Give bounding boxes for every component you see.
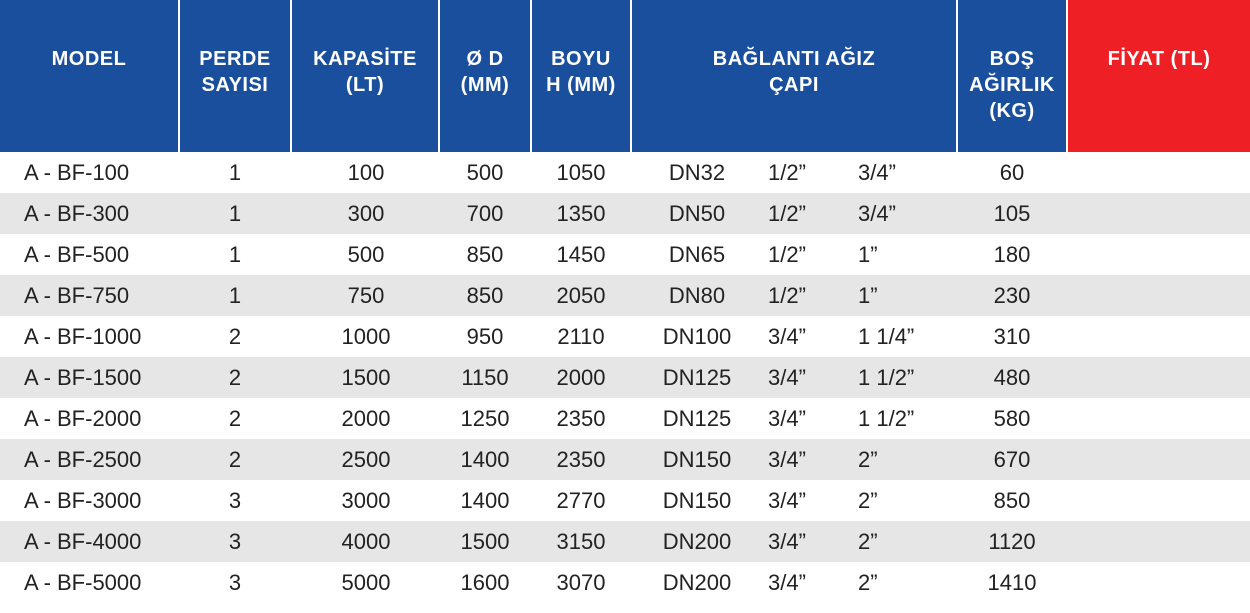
- cell-fiyat: [1068, 316, 1250, 357]
- cell-perde: 2: [228, 324, 242, 349]
- table-row: [0, 316, 1250, 357]
- cell-od: 1400: [460, 447, 510, 472]
- cell-fiyat: [1068, 275, 1250, 316]
- cell-bos: 230: [993, 283, 1031, 308]
- header-od-line: (MM): [460, 74, 510, 96]
- cell-fiyat: [1068, 480, 1250, 521]
- cell-model: A - BF-1000: [24, 324, 142, 349]
- cell-model: A - BF-4000: [24, 529, 142, 554]
- cell-boyu: 2000: [556, 365, 606, 390]
- cell-fiyat: [1068, 398, 1250, 439]
- header-bos: [958, 0, 1068, 152]
- cell-boyu: 3150: [556, 529, 606, 554]
- cell-dn: DN125: [662, 365, 732, 390]
- header-fiyat-line: FİYAT (TL): [1107, 48, 1211, 70]
- header-boyu: [532, 0, 632, 152]
- cell-outlet: 1”: [858, 283, 878, 308]
- cell-perde: 3: [228, 488, 242, 513]
- cell-od: 1600: [460, 570, 510, 595]
- cell-dn: DN200: [662, 570, 732, 595]
- cell-boyu: 3070: [556, 570, 606, 595]
- cell-bos: 1120: [988, 529, 1036, 554]
- cell-inlet: 3/4”: [768, 488, 806, 513]
- cell-bos: 180: [993, 242, 1031, 267]
- cell-perde: 1: [228, 160, 242, 185]
- cell-fiyat: [1068, 439, 1250, 480]
- cell-boyu: 2770: [556, 488, 606, 513]
- cell-outlet: 1 1/4”: [858, 324, 915, 349]
- cell-inlet: 3/4”: [768, 570, 806, 595]
- cell-dn: DN150: [662, 488, 732, 513]
- cell-od: 850: [466, 242, 504, 267]
- cell-kapasite: 4000: [341, 529, 391, 554]
- header-bos-line: BOŞ: [989, 48, 1035, 70]
- cell-bos: 670: [993, 447, 1031, 472]
- cell-dn: DN32: [668, 160, 726, 185]
- cell-od: 700: [466, 201, 504, 226]
- cell-model: A - BF-300: [24, 201, 130, 226]
- cell-dn: DN150: [662, 447, 732, 472]
- cell-perde: 2: [228, 365, 242, 390]
- header-baglanti-line: BAĞLANTI AĞIZ: [712, 48, 876, 70]
- cell-fiyat: [1068, 357, 1250, 398]
- cell-outlet: 3/4”: [858, 160, 896, 185]
- header-boyu-line: BOYU: [551, 48, 611, 70]
- cell-od: 1400: [460, 488, 510, 513]
- cell-outlet: 1”: [858, 242, 878, 267]
- cell-model: A - BF-3000: [24, 488, 142, 513]
- cell-boyu: 2350: [556, 406, 606, 431]
- table-body: [0, 152, 1250, 603]
- cell-perde: 1: [228, 242, 242, 267]
- header-model-line: MODEL: [51, 48, 127, 70]
- table-row: [0, 234, 1250, 275]
- header-kapasite-line: (LT): [345, 74, 385, 96]
- cell-model: A - BF-1500: [24, 365, 142, 390]
- cell-inlet: 3/4”: [768, 406, 806, 431]
- cell-boyu: 1450: [556, 242, 606, 267]
- cell-boyu: 2110: [557, 324, 605, 349]
- cell-kapasite: 100: [347, 160, 385, 185]
- cell-fiyat: [1068, 152, 1250, 193]
- cell-kapasite: 1000: [341, 324, 391, 349]
- header-od: [440, 0, 532, 152]
- cell-perde: 3: [228, 570, 242, 595]
- cell-od: 500: [466, 160, 504, 185]
- cell-model: A - BF-750: [24, 283, 130, 308]
- header-boyu-line: H (MM): [546, 74, 616, 96]
- header-od-line: Ø D: [466, 48, 504, 70]
- header-fiyat: [1068, 0, 1250, 152]
- cell-boyu: 2350: [556, 447, 606, 472]
- cell-perde: 2: [228, 406, 242, 431]
- header-model: [0, 0, 180, 152]
- cell-od: 850: [466, 283, 504, 308]
- cell-inlet: 1/2”: [768, 283, 806, 308]
- cell-fiyat: [1068, 234, 1250, 275]
- cell-dn: DN125: [662, 406, 732, 431]
- cell-dn: DN80: [668, 283, 726, 308]
- header-baglanti: [632, 0, 958, 152]
- header-baglanti-line: ÇAPI: [769, 74, 819, 96]
- cell-boyu: 2050: [556, 283, 606, 308]
- cell-bos: 480: [993, 365, 1031, 390]
- table-row: [0, 480, 1250, 521]
- cell-bos: 60: [999, 160, 1025, 185]
- cell-fiyat: [1068, 562, 1250, 603]
- cell-kapasite: 2500: [341, 447, 391, 472]
- cell-outlet: 2”: [858, 529, 878, 554]
- table-row: [0, 398, 1250, 439]
- cell-dn: DN200: [662, 529, 732, 554]
- cell-boyu: 1050: [556, 160, 606, 185]
- cell-dn: DN100: [662, 324, 732, 349]
- cell-fiyat: [1068, 521, 1250, 562]
- cell-inlet: 3/4”: [768, 529, 806, 554]
- cell-perde: 1: [228, 283, 242, 308]
- cell-outlet: 2”: [858, 488, 878, 513]
- table-row: [0, 275, 1250, 316]
- cell-od: 950: [466, 324, 504, 349]
- cell-kapasite: 2000: [341, 406, 391, 431]
- table-row: [0, 521, 1250, 562]
- cell-kapasite: 1500: [341, 365, 391, 390]
- cell-bos: 1410: [987, 570, 1037, 595]
- header-kapasite-line: KAPASİTE: [313, 48, 417, 70]
- cell-model: A - BF-2500: [24, 447, 142, 472]
- cell-kapasite: 5000: [341, 570, 391, 595]
- cell-perde: 2: [228, 447, 242, 472]
- table-row: [0, 193, 1250, 234]
- table-row: [0, 562, 1250, 603]
- cell-kapasite: 750: [347, 283, 385, 308]
- header-bos-line: (KG): [989, 100, 1035, 122]
- cell-perde: 3: [228, 529, 242, 554]
- cell-model: A - BF-500: [24, 242, 130, 267]
- cell-outlet: 1 1/2”: [858, 406, 915, 431]
- cell-inlet: 3/4”: [768, 447, 806, 472]
- cell-model: A - BF-5000: [24, 570, 142, 595]
- cell-od: 1500: [460, 529, 510, 554]
- cell-dn: DN50: [668, 201, 726, 226]
- cell-od: 1150: [461, 365, 509, 390]
- cell-inlet: 1/2”: [768, 201, 806, 226]
- table-row: [0, 357, 1250, 398]
- cell-kapasite: 300: [347, 201, 385, 226]
- header-perde-line: PERDE: [199, 48, 271, 70]
- cell-bos: 310: [993, 324, 1031, 349]
- cell-inlet: 1/2”: [768, 242, 806, 267]
- header-bos-line: AĞIRLIK: [969, 74, 1055, 96]
- cell-inlet: 1/2”: [768, 160, 806, 185]
- cell-od: 1250: [460, 406, 510, 431]
- cell-boyu: 1350: [556, 201, 606, 226]
- cell-bos: 850: [993, 488, 1031, 513]
- cell-inlet: 3/4”: [768, 365, 806, 390]
- cell-outlet: 2”: [858, 447, 878, 472]
- cell-kapasite: 3000: [341, 488, 391, 513]
- header-perde-line: SAYISI: [201, 74, 269, 96]
- header-perde: [180, 0, 292, 152]
- cell-kapasite: 500: [347, 242, 385, 267]
- cell-model: A - BF-100: [24, 160, 130, 185]
- cell-outlet: 3/4”: [858, 201, 896, 226]
- table-row: [0, 439, 1250, 480]
- cell-model: A - BF-2000: [24, 406, 142, 431]
- table-row: [0, 152, 1250, 193]
- cell-fiyat: [1068, 193, 1250, 234]
- cell-bos: 580: [993, 406, 1031, 431]
- cell-outlet: 2”: [858, 570, 878, 595]
- cell-inlet: 3/4”: [768, 324, 806, 349]
- header-kapasite: [292, 0, 440, 152]
- cell-outlet: 1 1/2”: [858, 365, 915, 390]
- cell-perde: 1: [228, 201, 242, 226]
- cell-dn: DN65: [668, 242, 726, 267]
- cell-bos: 105: [993, 201, 1031, 226]
- table-header: [0, 0, 1250, 152]
